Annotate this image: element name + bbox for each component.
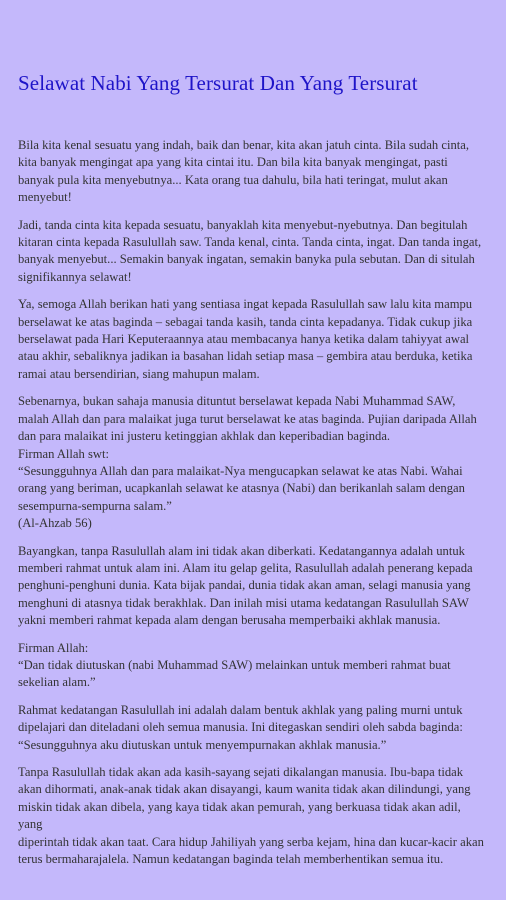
text-line: sekelian alam.” [18,675,96,690]
text-line: banyak pula kita menyebutnya... Kata orang tua dahulu, bila hati teringat, mulut akan [18,172,448,187]
text-line: Sebenarnya, bukan sahaja manusia dituntut berselawat kepada Nabi Muhammad SAW, [18,394,456,409]
text-line: banyak menyebut... Semakin banyak ingatan, semakin banyka pula sebutan. Dan di situlah [18,252,475,267]
text-line: kita banyak mengingat apa yang kita cintai itu. Dan bila kita banyak mengingat, pasti [18,155,448,170]
text-line: penghuni-penghuni dunia. Kata bijak pandai, dunia tidak akan aman, selagi manusia yang [18,578,471,593]
text-line: berselawat ke atas baginda – sebagai tanda kasih, tanda cinta kepadanya. Tidak cukup jika [18,314,473,329]
text-line: akan dihormati, anak-anak tidak akan disayangi, kaum wanita tidak akan dilindungi, yang [18,782,471,797]
text-line: Ya, semoga Allah berikan hati yang sentiasa ingat kepada Rasulullah saw lalu kita mampu [18,297,473,312]
text-line: sesempurna-sempurna salam.” [18,498,172,513]
text-line: malah Allah dan para malaikat juga turut berselawat ke atas baginda. Pujian daripada Allah [18,411,477,426]
text-line: “Sesungguhnya Allah dan para malaikat-Nya mengucapkan selawat ke atas Nabi. Wahai [18,463,463,478]
text-line: memberi rahmat untuk alam ini. Alam itu gelap gelita, Rasulullah adalah penerang kepada [18,560,473,575]
paragraph [18,217,488,287]
text-line: kitaran cinta kepada Rasulullah saw. Tanda kenal, cinta. Tanda cinta, ingat. Dan tanda ingat, [18,235,482,250]
text-line: miskin tidak akan dibela, yang kaya tidak akan pemurah, yang berkuasa tidak akan adil, yang [18,799,461,832]
text-line: Rahmat kedatangan Rasulullah ini adalah dalam bentuk akhlak yang paling murni untuk [18,702,463,717]
paragraph [18,137,488,207]
text-line: yakni memberi rahmat kepada alam dengan berusaha memperbaiki akhlak manusia. [18,613,441,628]
paragraph [18,393,488,532]
text-line: Tanpa Rasulullah tidak akan ada kasih-sayang sejati dikalangan manusia. Ibu-bapa tidak [18,765,463,779]
text-line: terus bermaharajalela. Namun kedatangan baginda telah memberhentikan semua itu. [18,852,444,867]
text-line: menyebut! [18,190,72,205]
text-line: berselawat pada Hari Keputeraannya atau membacanya hanya ketika dalam tahiyyat awal [18,332,470,347]
text-line: menghuni di atasnya tidak berakhlak. Dan inilah misi utama kedatangan Rasulullah SAW [18,595,469,610]
text-line: Bila kita kenal sesuatu yang indah, baik dan benar, kita akan jatuh cinta. Bila sudah cinta, [18,138,469,152]
paragraph [18,640,488,692]
text-line: (Al-Ahzab 56) [18,516,92,531]
text-line: signifikannya selawat! [18,269,132,284]
paragraph [18,764,488,868]
text-line: ramai atau bersendirian, siang mahupun malam. [18,366,260,381]
article-body [18,137,488,868]
text-line: orang yang beriman, ucapkanlah selawat ke atasnya (Nabi) dan berikanlah salam dengan [18,481,465,496]
text-line: Firman Allah swt: [18,446,109,461]
text-line: “Sesungguhnya aku diutuskan untuk menyempurnakan akhlak manusia.” [18,737,387,752]
paragraph [18,543,488,630]
text-line: dipelajari dan diteladani oleh semua manusia. Ini ditegaskan sendiri oleh sabda baginda: [18,720,463,735]
text-line: Jadi, tanda cinta kita kepada sesuatu, banyaklah kita menyebut-nyebutnya. Dan begitulah [18,217,468,232]
paragraph [18,702,488,754]
article-title: Selawat Nabi Yang Tersurat Dan Yang Tersurat [18,71,418,95]
paragraph [18,296,488,383]
text-line: Firman Allah: [18,640,89,655]
text-line: “Dan tidak diutuskan (nabi Muhammad SAW) melainkan untuk memberi rahmat buat [18,657,451,672]
text-line: atau akhir, sebaliknya jadikan ia basahan lidah setiap masa – gembira atau berduka, ketika [18,349,473,364]
text-line: diperintah tidak akan taat. Cara hidup Jahiliyah yang serba kejam, hina dan kucar-kacir akan [18,834,484,849]
text-line: dan para malaikat ini justeru ketinggian akhlak dan keperibadian baginda. [18,429,391,444]
text-line: Bayangkan, tanpa Rasulullah alam ini tidak akan diberkati. Kedatangannya adalah untuk [18,543,465,558]
